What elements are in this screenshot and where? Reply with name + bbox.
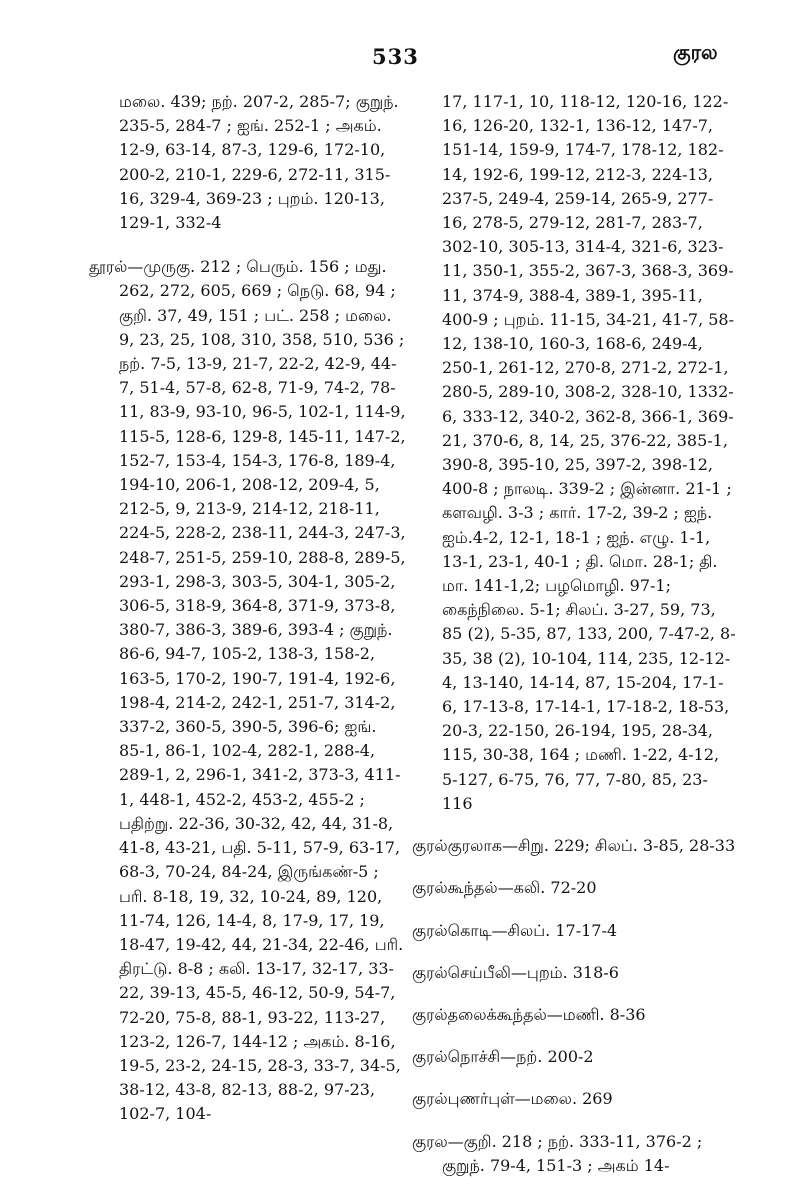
entry-thural: [89, 255, 407, 1126]
entry-headword: குரல்கூந்தல்—: [412, 878, 514, 898]
entry-kuralpunarpul: [412, 1087, 738, 1111]
entry-references: மணி. 8-36: [562, 1004, 646, 1024]
entry-kuralnochi: [412, 1045, 738, 1069]
entry-kuralkuralaaga: [412, 834, 738, 858]
running-head: குரல: [673, 40, 718, 64]
entry-references: நற். 200-2: [516, 1047, 594, 1067]
entry-kuralkoondhal: [412, 876, 738, 900]
entry-headword: குரல—: [412, 1131, 464, 1151]
entry-references: குறி. 218 ; நற். 333-11, 376-2 ; குறுந். 79-4, 151-3 ; அகம் 14-: [442, 1131, 703, 1175]
entry-kuralseipeeli: [412, 961, 738, 985]
entry-headword: குரல்கொடி—: [412, 920, 508, 940]
entry-references: புறம். 318-6: [526, 962, 619, 982]
entry-references: முருகு. 212 ; பெரும். 156 ; மது. 262, 272, 605, 669 ; நெடு. 68, 94 ; குறி. 37, 49, 151 ; பட். 258 ; மலை. 9, 23, 25, 108, 310, 358, 510, 536 ; நற். 7-5, 13-9, 21-7, 22-2, 42-9, 44-7, 51-4, 57-8, 62-8, 71-9, 74-2, 78-11, 83-9, 93-10, 96-5, 102-1, 114-9, 115-5, 128-6, 129-8, 145-11, 147-2, 152-7, 153-4, 154-3, 176-8, 189-4, 194-10, 206-1, 208-12, 209-4, 5, 212-5, 9, 213-9, 214-12, 218-11, 224-5, 228-2, 238-11, 244-3, 247-3, 248-7, 251-5, 259-10, 288-8, 289-5, 293-1, 298-3, 303-5, 304-1, 305-2, 306-5, 318-9, 364-8, 371-9, 373-8, 380-7, 386-3, 389-6, 393-4 ; குறுந். 86-6, 94-7, 105-2, 138-3, 158-2, 163-5, 170-2, 190-7, 191-4, 192-6, 198-4, 214-2, 242-1, 251-7, 314-2, 337-2, 360-5, 390-5, 396-6; ஐங். 85-1, 86-1, 102-4, 282-1, 288-4, 289-1, 2, 296-1, 341-2, 373-3, 411-1, 448-1, 452-2, 453-2, 455-2 ; பதிற்று. 22-36, 30-32, 42, 44, 31-8, 41-8, 43-21, பதி. 5-11, 57-9, 63-17, 68-3, 70-24, 84-24, இருங்கண்-5 ; பரி. 8-18, 19, 32, 10-24, 89, 120, 11-74, 126, 14-4, 8, 17-9, 17, 19, 18-47, 19-42, 44, 21-34, 22-46, பரி. திரட்டு. 8-8 ; கலி. 13-17, 32-17, 33-22, 39-13, 45-5, 46-12, 50-9, 54-7, 72-20, 75-8, 88-1, 93-22, 113-27, 123-2, 126-7, 144-12 ; அகம். 8-16, 19-5, 23-2, 24-15, 28-3, 33-7, 34-5, 38-12, 43-8, 82-13, 88-2, 97-23, 102-7, 104-: [119, 257, 406, 1124]
entry-headword: குரல்தலைக்கூந்தல்—: [412, 1004, 563, 1024]
left-column: [89, 90, 407, 1127]
entry-references: கலி. 72-20: [513, 878, 597, 898]
entry-references: சிறு. 229; சிலப். 3-85, 28-33: [517, 836, 736, 856]
entry-references: சிலப். 17-17-4: [507, 920, 618, 940]
entry-kuralthalaikkoondhal: [412, 1003, 738, 1027]
entry-headword: குரல்செய்பீலி—: [412, 962, 527, 982]
right-continuation-entry: 17, 117-1, 10, 118-12, 120-16, 122-16, 126-20, 132-1, 136-12, 147-7, 151-14, 159-9, 174-7, 178-12, 182-14, 192-6, 199-12, 212-3, 224-13, 237-5, 249-4, 259-14, 265-9, 277-16, 278-5, 279-12, 281-7, 283-7, 302-10, 305-13, 314-4, 321-6, 323-11, 350-1, 355-2, 367-3, 368-3, 369-11, 374-9, 388-4, 389-1, 395-11, 400-9 ; புறம். 11-15, 34-21, 41-7, 58-12, 138-10, 160-3, 168-6, 249-4, 250-1, 261-12, 270-8, 271-2, 272-1, 280-5, 289-10, 308-2, 328-10, 1332-6, 333-12, 340-2, 362-8, 366-1, 369-21, 370-6, 8, 14, 25, 376-22, 385-1, 390-8, 395-10, 25, 397-2, 398-12, 400-8 ; நாலடி. 339-2 ; இன்னா. 21-1 ; களவழி. 3-3 ; கார். 17-2, 39-2 ; ஐந். ஐம்.4-2, 12-1, 18-1 ; ஐந். எழு. 1-1, 13-1, 23-1, 40-1 ; தி. மொ. 28-1; தி. மா. 141-1,2; பழமொழி. 97-1; கைந்நிலை. 5-1; சிலப். 3-27, 59, 73, 85 (2), 5-35, 87, 133, 200, 7-47-2, 8-35, 38 (2), 10-104, 114, 235, 12-12-4, 13-140, 14-14, 87, 15-204, 17-1-6, 17-13-8, 17-14-1, 17-18-2, 18-53, 20-3, 22-150, 26-194, 195, 28-34, 115, 30-38, 164 ; மணி. 1-22, 4-12, 5-127, 6-75, 76, 77, 7-80, 85, 23-116: [442, 92, 736, 813]
left-continuation-entry: மலை. 439; நற். 207-2, 285-7; குறுந். 235-5, 284-7 ; ஐங். 252-1 ; அகம். 12-9, 63-14, 87-3, 129-6, 172-10, 200-2, 210-1, 229-6, 272-11, 315-16, 329-4, 369-23 ; புறம். 120-13, 129-1, 332-4: [119, 92, 399, 233]
entry-headword: குரல்நொச்சி—: [412, 1047, 517, 1067]
entry-kuralkodi: [412, 919, 738, 943]
entry-headword: தூரல்—: [89, 257, 144, 277]
entry-headword: குரல்புணர்புள்—: [412, 1089, 531, 1109]
entry-references: மலை. 269: [530, 1089, 613, 1109]
entry-headword: குரல்குரலாக—: [412, 836, 518, 856]
entry-kurala: [412, 1130, 738, 1178]
right-column: [412, 90, 738, 1178]
page-number: 533: [372, 44, 419, 69]
